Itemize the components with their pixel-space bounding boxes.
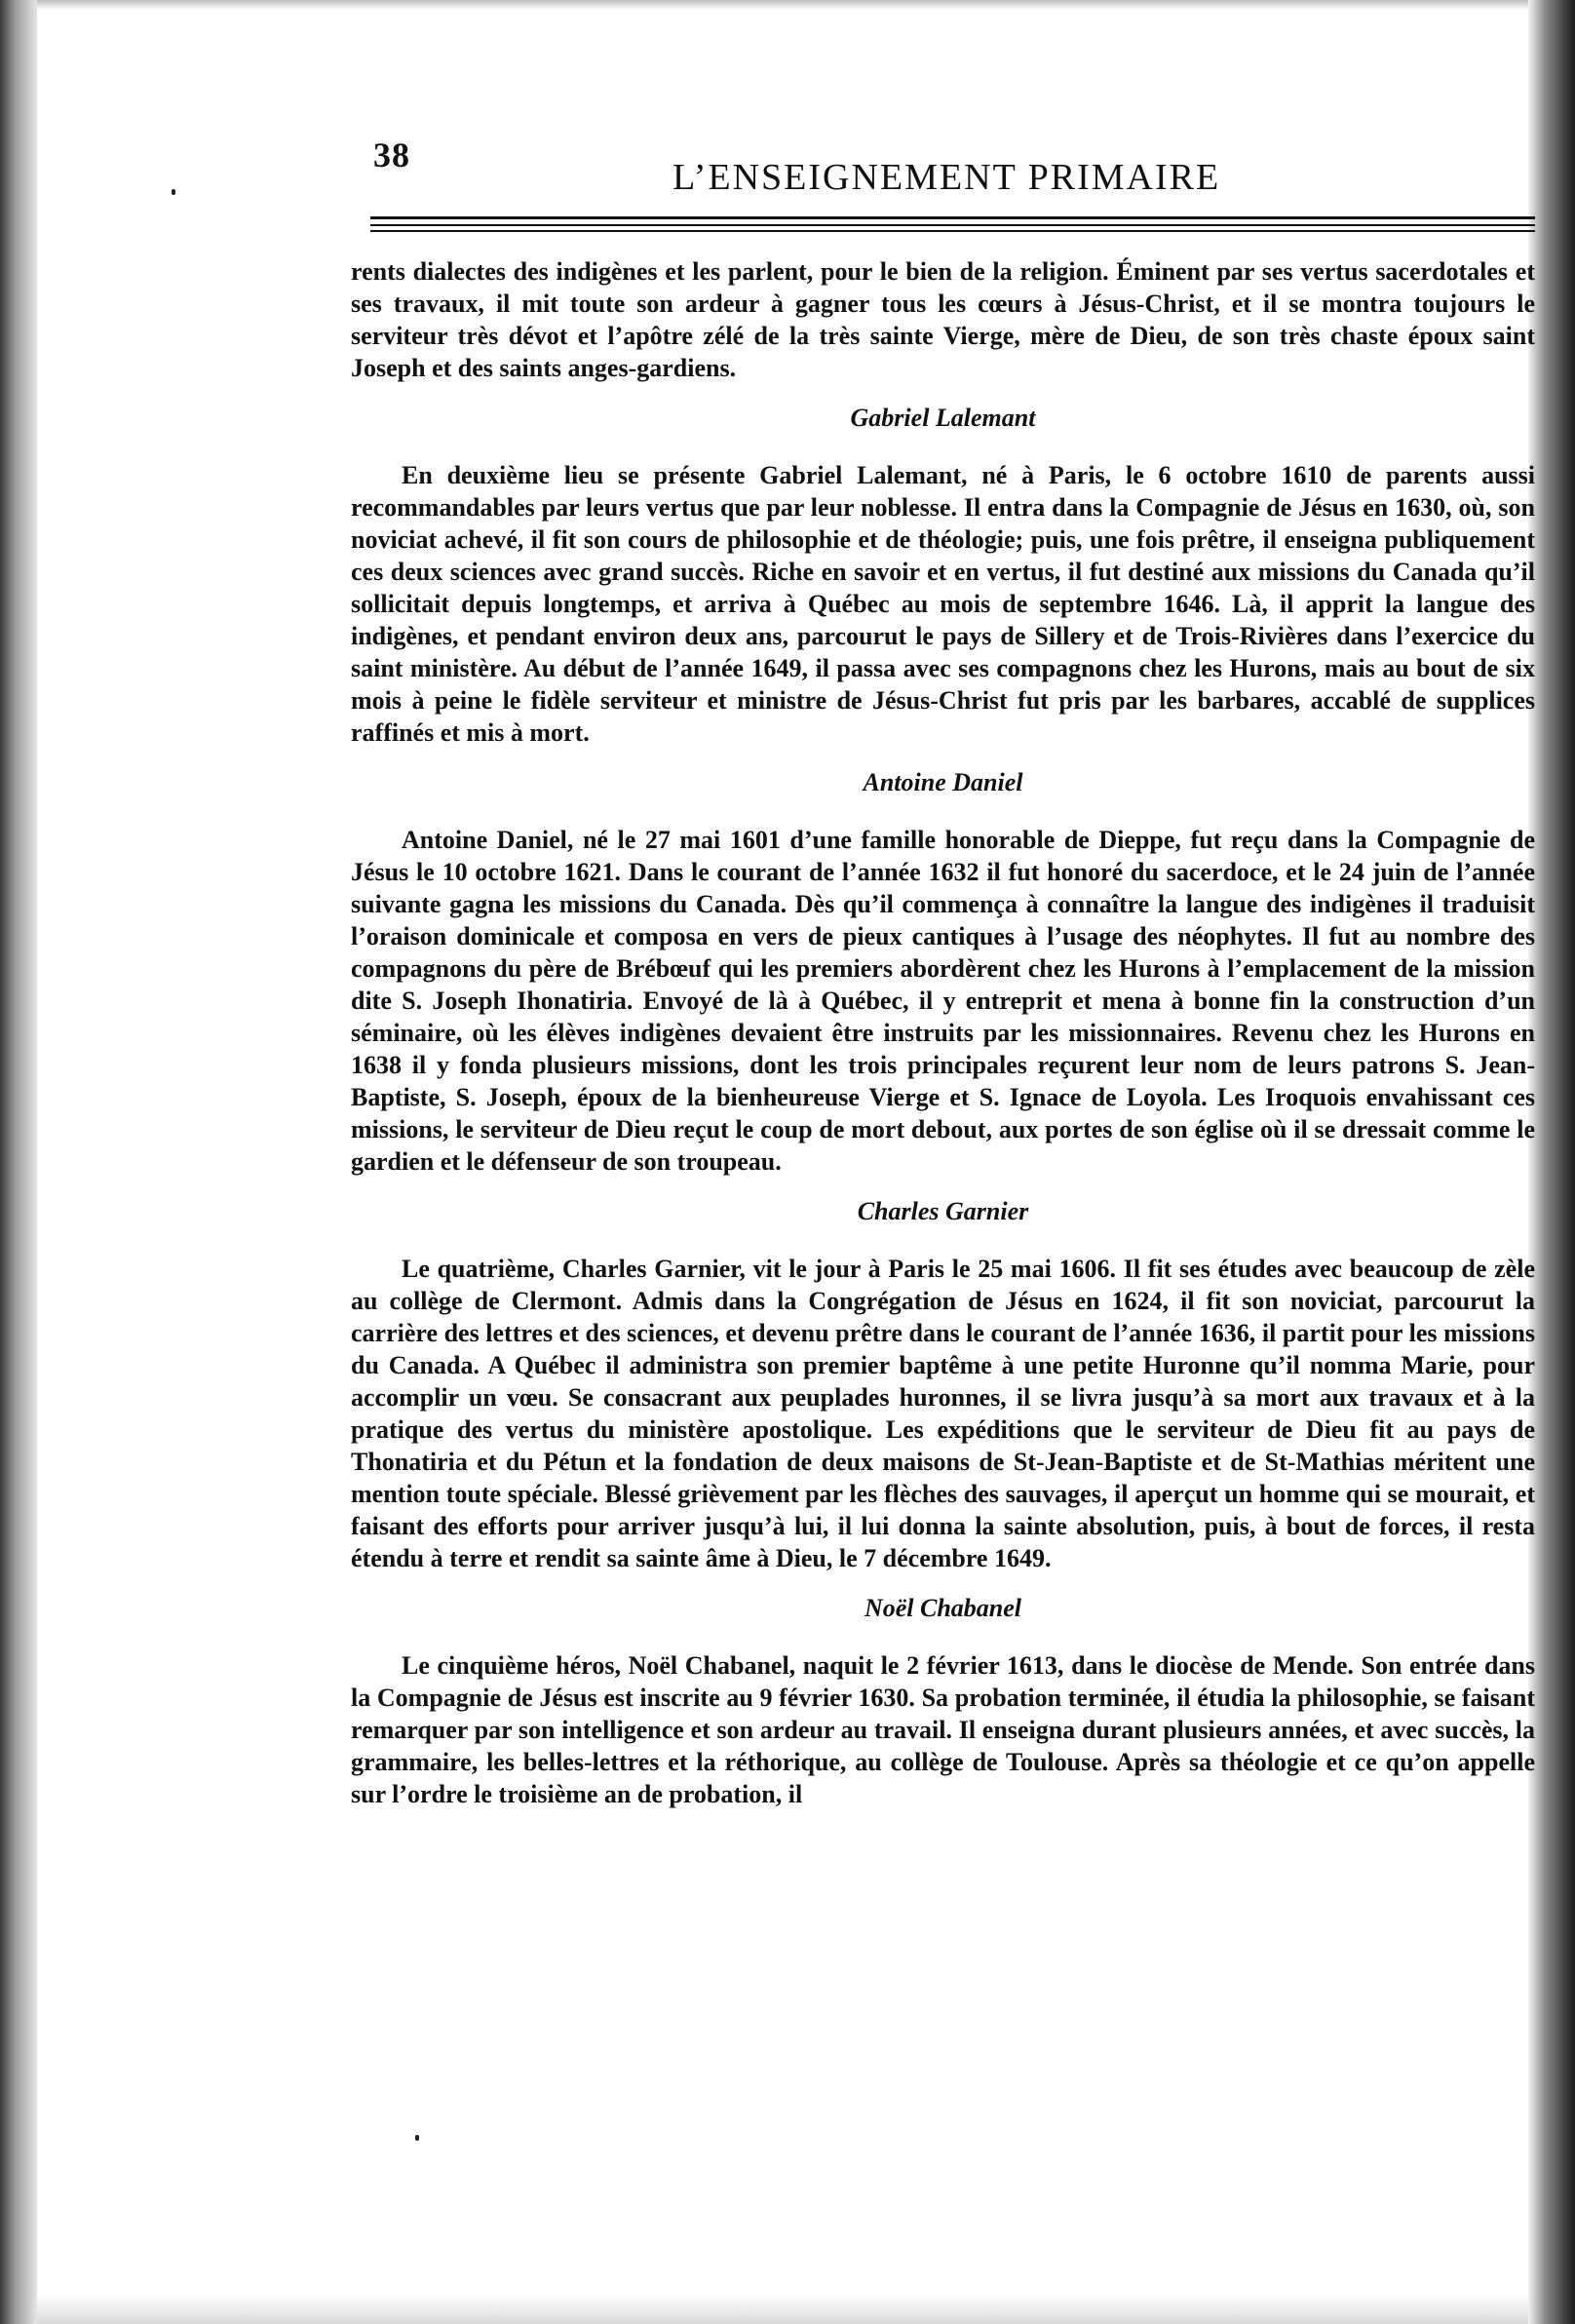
section-title-antoine-daniel: Antoine Daniel	[863, 768, 1023, 796]
page-top-edge	[37, 0, 1528, 10]
section-paragraph-charles-garnier: Le quatrième, Charles Garnier, vit le jour à Paris le 25 mai 1606. Il fit ses études avec beaucoup de zèle au collège de Clermont. Admis dans la Congrégation de Jésus en 1624, il fit son noviciat, parcourut la carrière des lettres et des sciences, et devenu prêtre dans le courant de l’année 1636, il partit pour les missions du Canada. A Québec il administra son premier baptême à une petite Huronne qu’il nomma Marie, pour accomplir un vœu. Se consacrant aux peuplades huronnes, il se livra jusqu’à sa mort aux travaux et à la pratique des vertus du ministère apostolique. Les expéditions que le serviteur de Dieu fit au pays de Thonatiria et du Pétun et la fondation de deux maisons de St-Jean-Baptiste et de St-Mathias méritent une mention toute spéciale. Blessé grièvement par les flèches des sauvages, il aperçut un homme qui se mourait, et faisant des efforts pour arriver jusqu’à lui, il lui donna la sainte absolution, puis, à bout de forces, il resta étendu à terre et rendit sa sainte âme à Dieu, le 7 décembre 1649.	[351, 1255, 1535, 1572]
section-title-gabriel-lalemant: Gabriel Lalemant	[850, 404, 1036, 432]
book-edge-right-shadow	[1528, 0, 1575, 2324]
section-title-noel-chabanel: Noël Chabanel	[864, 1594, 1022, 1622]
page-bottom-edge	[37, 2295, 1528, 2324]
header-rule-middle	[370, 224, 1535, 226]
paper-speck	[172, 189, 175, 195]
page-body	[351, 255, 1535, 1810]
opening-paragraph: rents dialectes des indigènes et les parlent, pour le bien de la religion. Éminent par ses vertus sacerdotales et ses travaux, il mit toute son ardeur à gagner tous les cœurs à Jésus-Christ, et il se montra toujours le serviteur très dévot et l’apôtre zélé de la très sainte Vierge, mère de Dieu, de son très chaste époux saint Joseph et des saints anges-gardiens.	[351, 257, 1535, 382]
page-number: 38	[373, 136, 410, 174]
section-title-charles-garnier: Charles Garnier	[857, 1197, 1029, 1225]
header-rule-bottom	[370, 230, 1535, 232]
running-title: L’ENSEIGNEMENT PRIMAIRE	[672, 157, 1221, 198]
book-spine-left-shadow	[0, 0, 37, 2324]
section-paragraph-noel-chabanel: Le cinquième héros, Noël Chabanel, naquit le 2 février 1613, dans le diocèse de Mende. Son entrée dans la Compagnie de Jésus est inscrite au 9 février 1630. Sa probation terminée, il étudia la philosophie, se faisant remarquer par son intelligence et son ardeur au travail. Il enseigna durant plusieurs années, et avec succès, la grammaire, les belles-lettres et la réthorique, au collège de Toulouse. Après sa théologie et ce qu’on appelle sur l’ordre le troisième an de probation, il	[351, 1651, 1535, 1808]
section-paragraph-antoine-daniel: Antoine Daniel, né le 27 mai 1601 d’une famille honorable de Dieppe, fut reçu dans la Compagnie de Jésus le 10 octobre 1621. Dans le courant de l’année 1632 il fut honoré du sacerdoce, et le 24 juin de l’année suivante gagna les missions du Canada. Dès qu’il commença à connaître la langue des indigènes il traduisit l’oraison dominicale et composa en vers de pieux cantiques à l’usage des néophytes. Il fut au nombre des compagnons du père de Brébœuf qui les premiers abordèrent chez les Hurons à l’emplacement de la mission dite S. Joseph Ihonatiria. Envoyé de là à Québec, il y entreprit et mena à bonne fin la construction d’un séminaire, où les élèves indigènes devaient être instruits par les missionnaires. Revenu chez les Hurons en 1638 il y fonda plusieurs missions, dont les trois principales reçurent leur nom de leurs patrons S. Jean-Baptiste, S. Joseph, époux de la bienheureuse Vierge et S. Ignace de Loyola. Les Iroquois envahissant ces missions, le serviteur de Dieu reçut le coup de mort debout, aux portes de son église où il se dressait comme le gardien et le défenseur de son troupeau.	[351, 826, 1535, 1176]
section-paragraph-gabriel-lalemant: En deuxième lieu se présente Gabriel Lalemant, né à Paris, le 6 octobre 1610 de parents aussi recommandables par leurs vertus que par leur noblesse. Il entra dans la Compagnie de Jésus en 1630, où, son noviciat achevé, il fit son cours de philosophie et de théologie; puis, une fois prêtre, il enseigna publiquement ces deux sciences avec grand succès. Riche en savoir et en vertus, il fut destiné aux missions du Canada qu’il sollicitait depuis longtemps, et arriva à Québec au mois de septembre 1646. Là, il apprit la langue des indigènes, et pendant environ deux ans, parcourut le pays de Sillery et de Trois-Rivières dans l’exercice du saint ministère. Au début de l’année 1649, il passa avec ses compagnons chez les Hurons, mais au bout de six mois à peine le fidèle serviteur et ministre de Jésus-Christ fut pris par les barbares, accablé de supplices raffinés et mis à mort.	[351, 461, 1535, 747]
header-rule-top	[370, 216, 1535, 219]
paper-speck	[415, 2135, 419, 2141]
